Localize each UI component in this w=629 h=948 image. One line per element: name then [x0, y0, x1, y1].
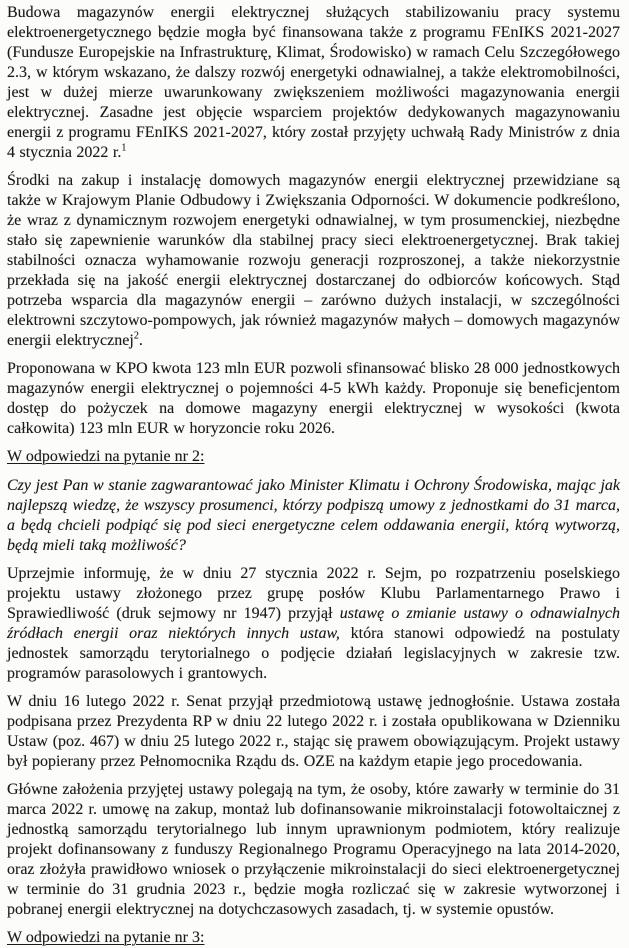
paragraph-kwota-kpo: [7, 359, 620, 439]
paragraph-sejm-ustawa: [7, 564, 620, 684]
paragraph-text: Uprzejmie informuję, że w dniu 27 stycznia 2022 r. Sejm, po rozpatrzeniu poselskiego projektu ustawy złożonego przez grupę posłów Klubu Parlamentarnego Prawo i Sprawiedliwość (druk sejmowy nr 1947) przyjął: [7, 565, 620, 622]
footnote-ref-2: 2: [133, 330, 139, 342]
paragraph-text: Środki na zakup i instalację domowych magazynów energii elektrycznej przewidziane są także w Krajowym Planie Odbudowy i Zwiększania Odporności. W dokumencie podkreślono, że wraz z dynamicznym rozwojem energetyki odnawialnej, w tym prosumenckiej, niezbędne stało się zapewnienie warunków dla stabilnej pracy sieci elektroenergetycznej. Brak takiej stabilności oznacza wyhamowanie rozwoju generacji rozproszonej, a także niekorzystnie przekłada się na jakość energii elektrycznej dostarczanej do odbiorców końcowych. Stąd potrzeba wsparcia dla magazynów energii – zarówno dużych instalacji, w szczególności elektrowni szczytowo-pompowych, jak również magazynów małych – domowych magazynów energii elektrycznej: [7, 172, 620, 349]
heading-answer-question-3: [7, 928, 620, 948]
paragraph-senat-podpisanie: [7, 692, 620, 772]
paragraph-srodki-kpo: [7, 171, 620, 351]
question-text: Czy jest Pan w stanie zagwarantować jako Minister Klimatu i Ochrony Środowiska, mając jak najlepszą wiedzę, że wszyscy prosumenci, którzy podpiszą umowy z jednostkami do 31 marca, a będą chcieli podpiąć się pod sieci energetyczne celem oddawania energii, którą wytworzą, będą mieli taką możliwość?: [7, 477, 620, 554]
paragraph-text: Główne założenia przyjętej ustawy polegają na tym, że osoby, które zawarły w terminie do 31 marca 2022 r. umowę na zakup, montaż lub dofinansowanie mikroinstalacji fotowoltaicznej z jednostką samorządu terytorialnego lub innym uprawnionym podmiotem, który realizuje projekt dofinansowany z funduszy Regionalnego Programu Operacyjnego na lata 2014-2020, oraz złożyła prawidłowo wniosek o przyłączenie mikroinstalacji do sieci elektroenergetycznej w terminie do 31 grudnia 2023 r., będzie mogła rozliczać się w zakresie wytworzonej i pobranej energii elektrycznej na dotychczasowych zasadach, tj. w systemie opustów.: [7, 781, 620, 918]
paragraph-question-2: [7, 476, 620, 556]
paragraph-text: która stanowi odpowiedź na postulaty jednostek samorządu terytorialnego o podjęcie działań legislacyjnych w zakresie tzw. programów parasolowych i grantowych.: [7, 625, 620, 682]
law-title-italic: ustawę o zmianie ustawy o odnawialnych źródłach energii oraz niektórych innych ustaw,: [7, 605, 620, 642]
paragraph-glowne-zalozenia: [7, 780, 620, 920]
footnote-ref-1: 1: [121, 142, 127, 154]
paragraph-text: W dniu 16 lutego 2022 r. Senat przyjął przedmiotową ustawę jednogłośnie. Ustawa została podpisana przez Prezydenta RP w dniu 22 lutego 2022 r. i została opublikowana w Dzienniku Ustaw (poz. 467) w dniu 25 lutego 2022 r., stając się prawem obowiązującym. Projekt ustawy był popierany przez Pełnomocnika Rządu ds. OZE na każdym etapie jego procedowania.: [7, 693, 620, 770]
paragraph-text-period: .: [138, 332, 143, 349]
heading-text: W odpowiedzi na pytanie nr 3:: [7, 929, 205, 946]
heading-answer-question-2: [7, 447, 620, 467]
paragraph-feniks-program: [7, 3, 620, 163]
heading-text: W odpowiedzi na pytanie nr 2:: [7, 448, 205, 465]
paragraph-text: Proponowana w KPO kwota 123 mln EUR pozwoli sfinansować blisko 28 000 jednostkowych magazynów energii elektrycznej o pojemności 4-5 kWh każdy. Proponuje się beneficjentom dostęp do pożyczek na domowe magazyny energii elektrycznej w wysokości (kwota całkowita) 123 mln EUR w horyzoncie roku 2026.: [7, 360, 620, 437]
paragraph-text: Budowa magazynów energii elektrycznej służących stabilizowaniu pracy systemu elektroenergetycznego będzie mogła być finansowana także z programu FEnIKS 2021-2027 (Fundusze Europejskie na Infrastrukturę, Klimat, Środowisko) w ramach Celu Szczegółowego 2.3, w którym wskazano, że dalszy rozwój energetyki odnawialnej, a także elektromobilności, jest w dużej mierze uwarunkowany zwiększeniem możliwości magazynowania energii elektrycznej. Zasadne jest objęcie wsparciem projektów dedykowanych magazynowaniu energii z programu FEnIKS 2021-2027, który został przyjęty uchwałą Rady Ministrów z dnia 4 stycznia 2022 r.: [7, 4, 620, 161]
